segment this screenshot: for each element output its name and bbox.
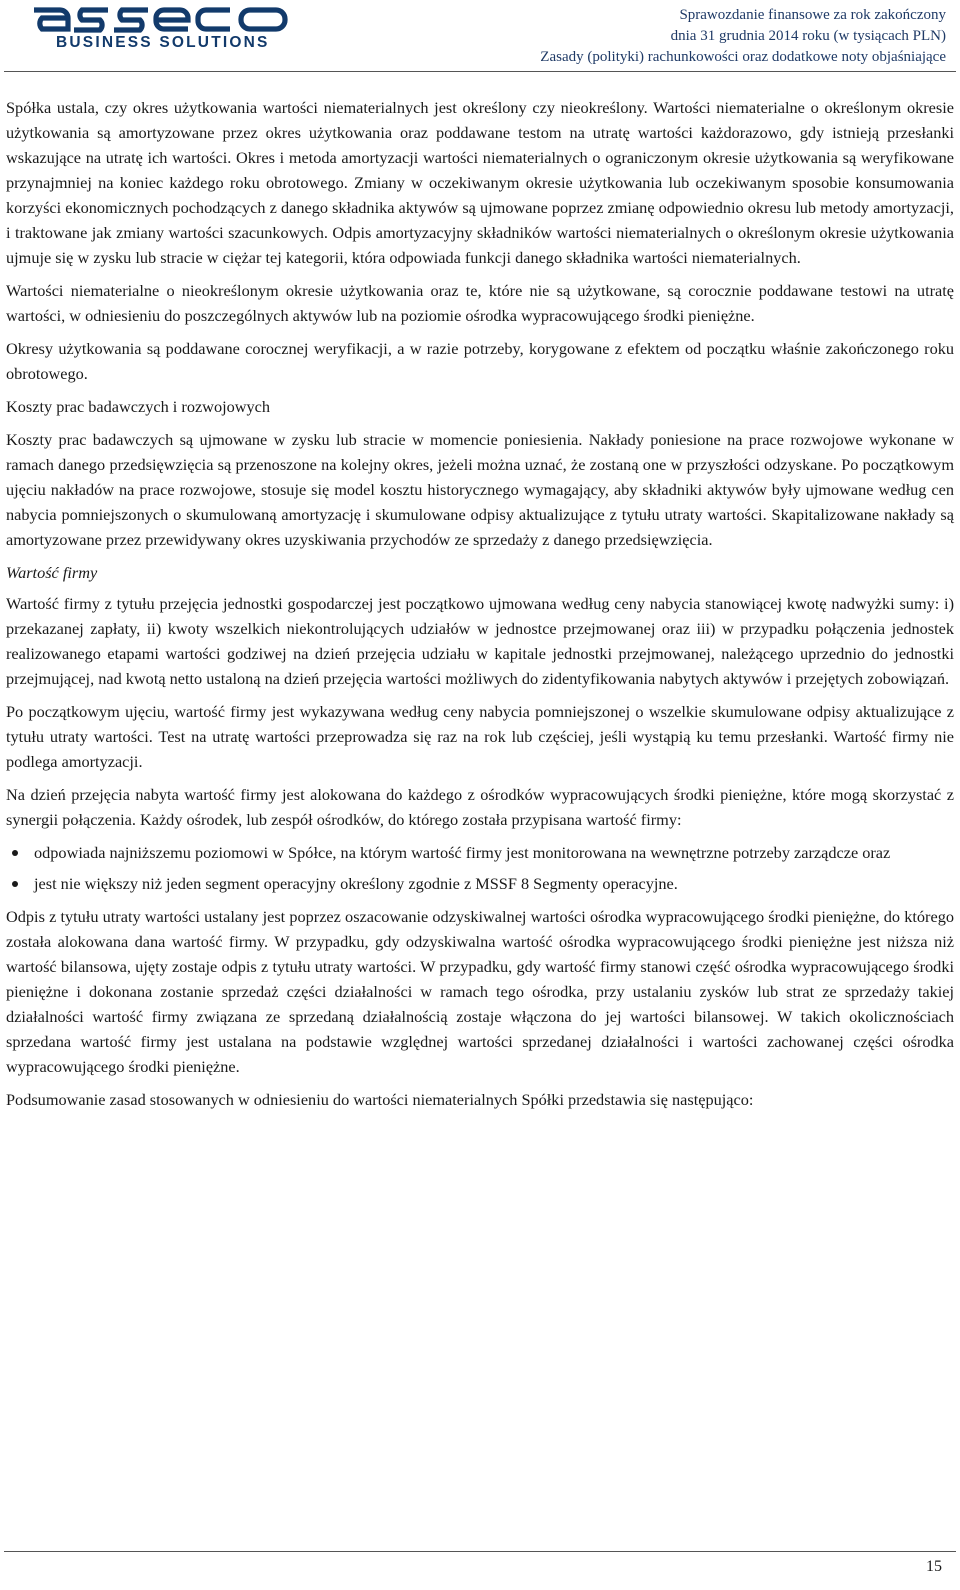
paragraph-goodwill-subsequent: Po początkowym ujęciu, wartość firmy jest wykazywana według ceny nabycia pomniejszonej o wszelkie skumulowane odpisy aktualizujące z tytułu utraty wartości. Test na utratę wartości przeprowadza się raz na rok lub częściej, jeśli wystąpią ku temu przesłanki. Wartość firmy nie podlega amortyzacji.: [6, 702, 954, 771]
document-header-info: [540, 5, 946, 68]
header-divider: [4, 71, 956, 72]
list-item: [6, 840, 954, 865]
paragraph-indefinite-life: Wartości niematerialne o nieokreślonym okresie użytkowania oraz te, które nie są użytkowane, są corocznie poddawane testowi na utratę wartości, w odniesieniu do poszczególnych aktywów lub na poziomie ośrodka wypracowującego środki pieniężne.: [6, 281, 954, 325]
list-item-text: jest nie większy niż jeden segment operacyjny określony zgodnie z MSSF 8 Segmenty operacyjne.: [34, 874, 678, 893]
page-header: [0, 0, 960, 80]
list-item-text: odpowiada najniższemu poziomowi w Spółce, na którym wartość firmy jest monitorowana na wewnętrzne potrzeby zarządcze oraz: [34, 843, 891, 862]
paragraph-rd-costs: Koszty prac badawczych są ujmowane w zysku lub stracie w momencie poniesienia. Nakłady poniesione na prace rozwojowe wykonane w ramach danego przedsięwzięcia są przenoszone na kolejny okres, jeżeli można uznać, że zostaną one w przyszłości odzyskane. Po początkowym ujęciu nakładów na prace rozwojowe, stosuje się model kosztu historycznego wymagający, aby składniki aktywów były ujmowane według cen nabycia pomniejszonych o skumulowaną amortyzację i skumulowane odpisy aktualizujące z tytułu utraty wartości. Skapitalizowane nakłady są amortyzowane przez przewidywany okres uzyskiwania przychodów ze sprzedaży z danego przedsięwzięcia.: [6, 430, 954, 549]
header-line-3: Zasady (polityki) rachunkowości oraz dodatkowe noty objaśniające: [540, 49, 946, 65]
logo-subtitle: BUSINESS SOLUTIONS: [56, 34, 270, 51]
header-line-2: dnia 31 grudnia 2014 roku (w tysiącach PLN): [670, 28, 946, 44]
list-item: [6, 871, 954, 896]
paragraph-goodwill-allocation: Na dzień przejęcia nabyta wartość firmy jest alokowana do każdego z ośrodków wypracowujących środki pieniężne, które mogą skorzystać z synergii połączenia. Każdy ośrodek, lub zespół ośrodków, do którego została przypisana wartość firmy:: [6, 785, 954, 829]
document-body: [6, 95, 954, 1120]
page-number: 15: [926, 1558, 942, 1575]
paragraph-goodwill-initial: Wartość firmy z tytułu przejęcia jednostki gospodarczej jest początkowo ujmowana według ceny nabycia stanowiącej kwotę nadwyżki sumy: i) przekazanej zapłaty, ii) kwoty wszelkich niekontrolujących udziałów w jednostce przejmowanej oraz iii) w przypadku połączenia jednostek realizowanego etapami wartości godziwej na dzień przejęcia udziału w kapitale jednostki przejmowanej, należącego uprzednio do jednostki przejmującej, nad kwotą netto ustaloną na dzień przejęcia wartości możliwych do zidentyfikowania nabytych aktywów i przejętych zobowiązań.: [6, 594, 954, 688]
paragraph-useful-life: Spółka ustala, czy okres użytkowania wartości niematerialnych jest określony czy nieokreślony. Wartości niematerialne o określonym okresie użytkowania są amortyzowane przez okres użytkowania oraz poddawane testom na utratę wartości każdorazowo, gdy istnieją przesłanki wskazujące na utratę ich wartości. Okres i metoda amortyzacji wartości niematerialnych o ograniczonym okresie użytkowania są weryfikowane przynajmniej na koniec każdego roku obrotowego. Zmiany w oczekiwanym okresie użytkowania lub oczekiwanym sposobie konsumowania korzyści ekonomicznych pochodzących z danego składnika aktywów są ujmowane poprzez zmianę odpowiednio okresu lub metody amortyzacji, i traktowane jak zmiany wartości szacunkowych. Odpis amortyzacyjny składników wartości niematerialnych o określonym okresie użytkowania ujmuje się w zysku lub stracie w ciężar tej kategorii, która odpowiada funkcji danego składnika wartości niematerialnych.: [6, 98, 954, 267]
goodwill-criteria-list: [6, 840, 954, 896]
section-heading-goodwill: Wartość firmy: [6, 563, 98, 582]
paragraph-summary-intro: Podsumowanie zasad stosowanych w odniesieniu do wartości niematerialnych Spółki przedstawia się następująco:: [6, 1090, 754, 1109]
asseco-wordmark-icon: [30, 4, 292, 34]
paragraph-impairment: Odpis z tytułu utraty wartości ustalany jest poprzez oszacowanie odzyskiwalnej wartości ośrodka wypracowującego środki pieniężne, do którego została alokowana dana wartość firmy. W przypadku, gdy odzyskiwalna wartość ośrodka wypracowującego środki pieniężne jest niższa niż wartość bilansowa, ujęty zostaje odpis z tytułu utraty wartości. W przypadku, gdy wartość firmy stanowi część ośrodka wypracowującego środki pieniężne i dokonana zostanie sprzedaż części działalności w ramach tego ośrodka, przy ustalaniu zysków lub strat ze sprzedaży takiej działalności wartość firmy związana ze sprzedaną działalnością zostaje włączona do jej wartości bilansowej. W takich okolicznościach sprzedana wartość firmy jest ustalana na podstawie względnej wartości sprzedanej działalności i wartości zachowanej części ośrodka wypracowującego środki pieniężne.: [6, 907, 954, 1076]
footer-divider: [4, 1551, 956, 1552]
section-heading-rd-costs: Koszty prac badawczych i rozwojowych: [6, 397, 271, 416]
paragraph-review-periods: Okresy użytkowania są poddawane corocznej weryfikacji, a w razie potrzeby, korygowane z efektem od początku właśnie zakończonego roku obrotowego.: [6, 339, 954, 383]
bullet-icon: [12, 850, 18, 856]
header-line-1: Sprawozdanie finansowe za rok zakończony: [679, 7, 946, 23]
bullet-icon: [12, 881, 18, 887]
